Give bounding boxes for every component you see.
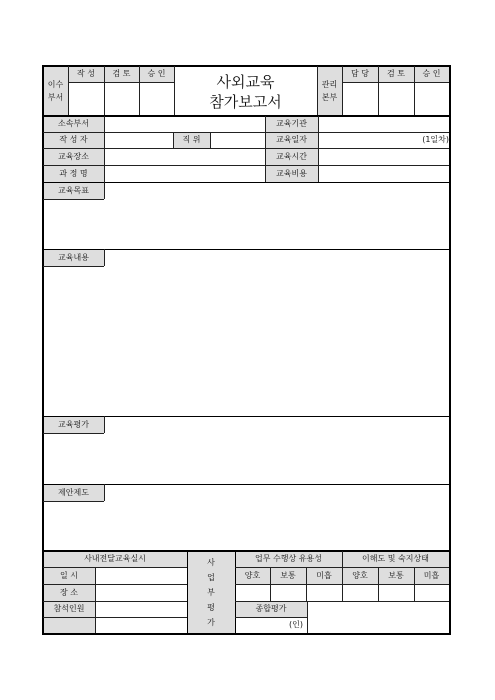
usefulness-normal: 보통 xyxy=(280,570,296,580)
sign-charge-box[interactable] xyxy=(343,83,377,114)
understanding-good-check[interactable] xyxy=(343,585,377,600)
approve-left-review: 검 토 xyxy=(112,69,131,78)
goal-textarea[interactable] xyxy=(105,184,448,248)
position-field[interactable] xyxy=(211,133,264,147)
sign-review-box[interactable] xyxy=(105,83,138,114)
doc-title-line1: 사외교육 xyxy=(216,72,275,91)
internal-training-title: 사내전달교육실시 xyxy=(84,554,146,563)
attendees-label: 참석인원 xyxy=(53,604,85,613)
attendees-field-2[interactable] xyxy=(96,618,186,632)
approve-left-approve: 승 인 xyxy=(147,69,166,78)
dept-field[interactable] xyxy=(105,117,264,131)
approve-right-review: 검 토 xyxy=(387,69,405,78)
internal-place-label: 장 소 xyxy=(60,587,78,597)
usefulness-good: 양호 xyxy=(244,570,261,580)
usefulness-normal-check[interactable] xyxy=(271,585,305,600)
date-day-suffix: (1일차) xyxy=(422,135,449,144)
content-textarea[interactable] xyxy=(105,251,448,415)
approve-right-charge: 담 당 xyxy=(351,69,369,78)
business-eval-label: 사 업 부 평 가 xyxy=(207,557,215,627)
writer-label: 작 성 자 xyxy=(59,135,88,144)
sign-approve-box[interactable] xyxy=(140,83,173,114)
overall-eval-label: 종합평가 xyxy=(255,604,287,613)
internal-place-field[interactable] xyxy=(96,585,186,600)
sign-review2-box[interactable] xyxy=(379,83,413,114)
approve-right-approve: 승 인 xyxy=(422,69,441,78)
understanding-normal: 보통 xyxy=(388,570,404,580)
proposal-textarea[interactable] xyxy=(105,486,448,549)
course-field[interactable] xyxy=(105,166,264,181)
date-label: 교육일자 xyxy=(276,135,307,144)
usefulness-good-check[interactable] xyxy=(236,585,269,600)
usefulness-poor-check[interactable] xyxy=(307,585,341,600)
understanding-poor: 미흡 xyxy=(423,570,440,580)
proposal-label: 제안제도 xyxy=(58,487,89,497)
understanding-normal-check[interactable] xyxy=(379,585,413,600)
overall-eval-field[interactable] xyxy=(308,602,448,632)
goal-label: 교육목표 xyxy=(58,185,89,195)
approve-left-write: 작 성 xyxy=(77,69,95,78)
usefulness-title: 업무 수행상 유용성 xyxy=(255,554,322,563)
eval-textarea[interactable] xyxy=(105,418,448,483)
course-label: 과 정 명 xyxy=(59,168,88,178)
eval-label: 교육평가 xyxy=(58,419,89,429)
time-label: 교육시간 xyxy=(276,151,307,161)
usefulness-poor: 미흡 xyxy=(316,570,332,580)
mgmt-dept-label: 관리 본부 xyxy=(321,79,338,102)
seal-mark: (인) xyxy=(289,620,303,629)
understanding-title: 이해도 및 숙지상태 xyxy=(362,554,429,563)
sign-approve2-box[interactable] xyxy=(415,83,448,114)
doc-title-line2: 참가보고서 xyxy=(209,92,282,111)
internal-date-field[interactable] xyxy=(96,568,186,583)
time-field[interactable] xyxy=(319,149,448,164)
content-label: 교육내용 xyxy=(58,252,89,262)
position-label: 직 위 xyxy=(182,135,201,144)
org-label: 교육기관 xyxy=(276,119,307,128)
internal-date-label: 일 시 xyxy=(60,570,78,580)
org-field[interactable] xyxy=(319,117,448,131)
dept-label: 소속부서 xyxy=(58,119,89,128)
attendees-field[interactable] xyxy=(96,602,186,616)
understanding-poor-check[interactable] xyxy=(415,585,448,600)
place-label: 교육장소 xyxy=(58,151,89,161)
cost-field[interactable] xyxy=(319,166,448,181)
understanding-good: 양호 xyxy=(352,570,368,580)
place-field[interactable] xyxy=(105,149,264,164)
sign-write-box[interactable] xyxy=(69,83,103,114)
writer-field[interactable] xyxy=(105,133,172,147)
issuer-dept-label: 이수 부서 xyxy=(47,79,64,102)
cost-label: 교육비용 xyxy=(276,168,307,178)
